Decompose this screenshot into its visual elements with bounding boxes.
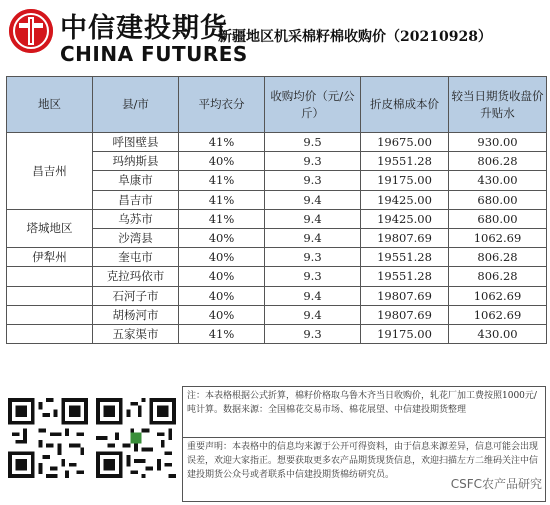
lint-cell: 41% — [179, 209, 265, 228]
cost-cell: 19807.69 — [361, 228, 449, 247]
basis-cell: 430.00 — [449, 324, 547, 343]
page-title: 新疆地区机采棉籽棉收购价（20210928） — [218, 29, 492, 45]
cost-cell: 19175.00 — [361, 324, 449, 343]
basis-cell: 430.00 — [449, 171, 547, 190]
region-cell — [7, 324, 93, 343]
cost-cell: 19425.00 — [361, 209, 449, 228]
basis-cell: 1062.69 — [449, 286, 547, 305]
header-county: 县/市 — [93, 77, 179, 133]
basis-cell: 806.28 — [449, 248, 547, 267]
table-row — [7, 324, 547, 343]
region-cell — [7, 267, 93, 286]
price-cell: 9.4 — [265, 190, 361, 209]
qr-code-icon — [96, 398, 176, 478]
cost-cell: 19807.69 — [361, 286, 449, 305]
region-cell — [7, 286, 93, 305]
header — [0, 0, 550, 76]
header-lint: 平均衣分 — [179, 77, 265, 133]
region-cell: 伊犁州 — [7, 248, 93, 267]
header-basis: 较当日期货收盘价升贴水 — [449, 77, 547, 133]
footer — [6, 386, 546, 502]
basis-cell: 806.28 — [449, 267, 547, 286]
watermark: CSFC农产品研究 — [450, 477, 542, 491]
lint-cell: 41% — [179, 133, 265, 152]
brand-name-cn: 中信建投期货 — [60, 13, 228, 44]
region-cell — [7, 305, 93, 324]
note-disclaimer: 重要声明：本表格中的信息均来源于公开可得资料，由于信息来源差异，信息可能会出现误差，欢迎大家指正。想要获取更多农产品期货现货信息，欢迎扫描左方二维码关注中信建投期货公众号或者联系中信建投期货棉纺研究员。 — [182, 438, 546, 502]
county-cell: 阜康市 — [93, 171, 179, 190]
table-row — [7, 209, 547, 228]
county-cell: 克拉玛依市 — [93, 267, 179, 286]
price-table — [6, 76, 547, 344]
cost-cell: 19425.00 — [361, 190, 449, 209]
price-cell: 9.3 — [265, 171, 361, 190]
header-region: 地区 — [7, 77, 93, 133]
price-cell: 9.3 — [265, 248, 361, 267]
price-cell: 9.4 — [265, 286, 361, 305]
table-body — [7, 133, 547, 344]
lint-cell: 40% — [179, 286, 265, 305]
lint-cell: 41% — [179, 190, 265, 209]
county-cell: 昌吉市 — [93, 190, 179, 209]
county-cell: 石河子市 — [93, 286, 179, 305]
county-cell: 玛纳斯县 — [93, 152, 179, 171]
basis-cell: 930.00 — [449, 133, 547, 152]
cost-cell: 19551.28 — [361, 248, 449, 267]
table-row — [7, 267, 547, 286]
table-row — [7, 305, 547, 324]
basis-cell: 1062.69 — [449, 228, 547, 247]
price-cell: 9.4 — [265, 305, 361, 324]
price-cell: 9.4 — [265, 228, 361, 247]
qr-code-icon — [8, 398, 88, 478]
lint-cell: 40% — [179, 228, 265, 247]
price-cell: 9.3 — [265, 152, 361, 171]
lint-cell: 40% — [179, 305, 265, 324]
lint-cell: 40% — [179, 248, 265, 267]
county-cell: 沙湾县 — [93, 228, 179, 247]
cost-cell: 19175.00 — [361, 171, 449, 190]
county-cell: 乌苏市 — [93, 209, 179, 228]
basis-cell: 680.00 — [449, 190, 547, 209]
cost-cell: 19551.28 — [361, 152, 449, 171]
price-cell: 9.4 — [265, 209, 361, 228]
table-row — [7, 133, 547, 152]
basis-cell: 680.00 — [449, 209, 547, 228]
cost-cell: 19807.69 — [361, 305, 449, 324]
table-row — [7, 286, 547, 305]
header-price: 收购均价（元/公斤） — [265, 77, 361, 133]
table-row — [7, 248, 547, 267]
county-cell: 五家渠市 — [93, 324, 179, 343]
cost-cell: 19675.00 — [361, 133, 449, 152]
table-header-row — [7, 77, 547, 133]
price-cell: 9.3 — [265, 324, 361, 343]
price-cell: 9.3 — [265, 267, 361, 286]
county-cell: 呼图壁县 — [93, 133, 179, 152]
price-cell: 9.5 — [265, 133, 361, 152]
lint-cell: 41% — [179, 171, 265, 190]
basis-cell: 1062.69 — [449, 305, 547, 324]
lint-cell: 40% — [179, 267, 265, 286]
lint-cell: 41% — [179, 324, 265, 343]
region-cell: 昌吉州 — [7, 133, 93, 210]
county-cell: 奎屯市 — [93, 248, 179, 267]
header-cost: 折皮棉成本价 — [361, 77, 449, 133]
basis-cell: 806.28 — [449, 152, 547, 171]
region-cell: 塔城地区 — [7, 209, 93, 247]
county-cell: 胡杨河市 — [93, 305, 179, 324]
note-source: 注：本表格根据公式折算，棉籽价格取乌鲁木齐当日收购价，轧花厂加工费按照1000元/吨计算。数据来源：全国棉花交易市场、棉花展望、中信建投期货整理 — [182, 386, 546, 438]
brand-name-en: CHINA FUTURES — [60, 42, 248, 66]
lint-cell: 40% — [179, 152, 265, 171]
cost-cell: 19551.28 — [361, 267, 449, 286]
citic-logo-icon — [9, 9, 53, 53]
